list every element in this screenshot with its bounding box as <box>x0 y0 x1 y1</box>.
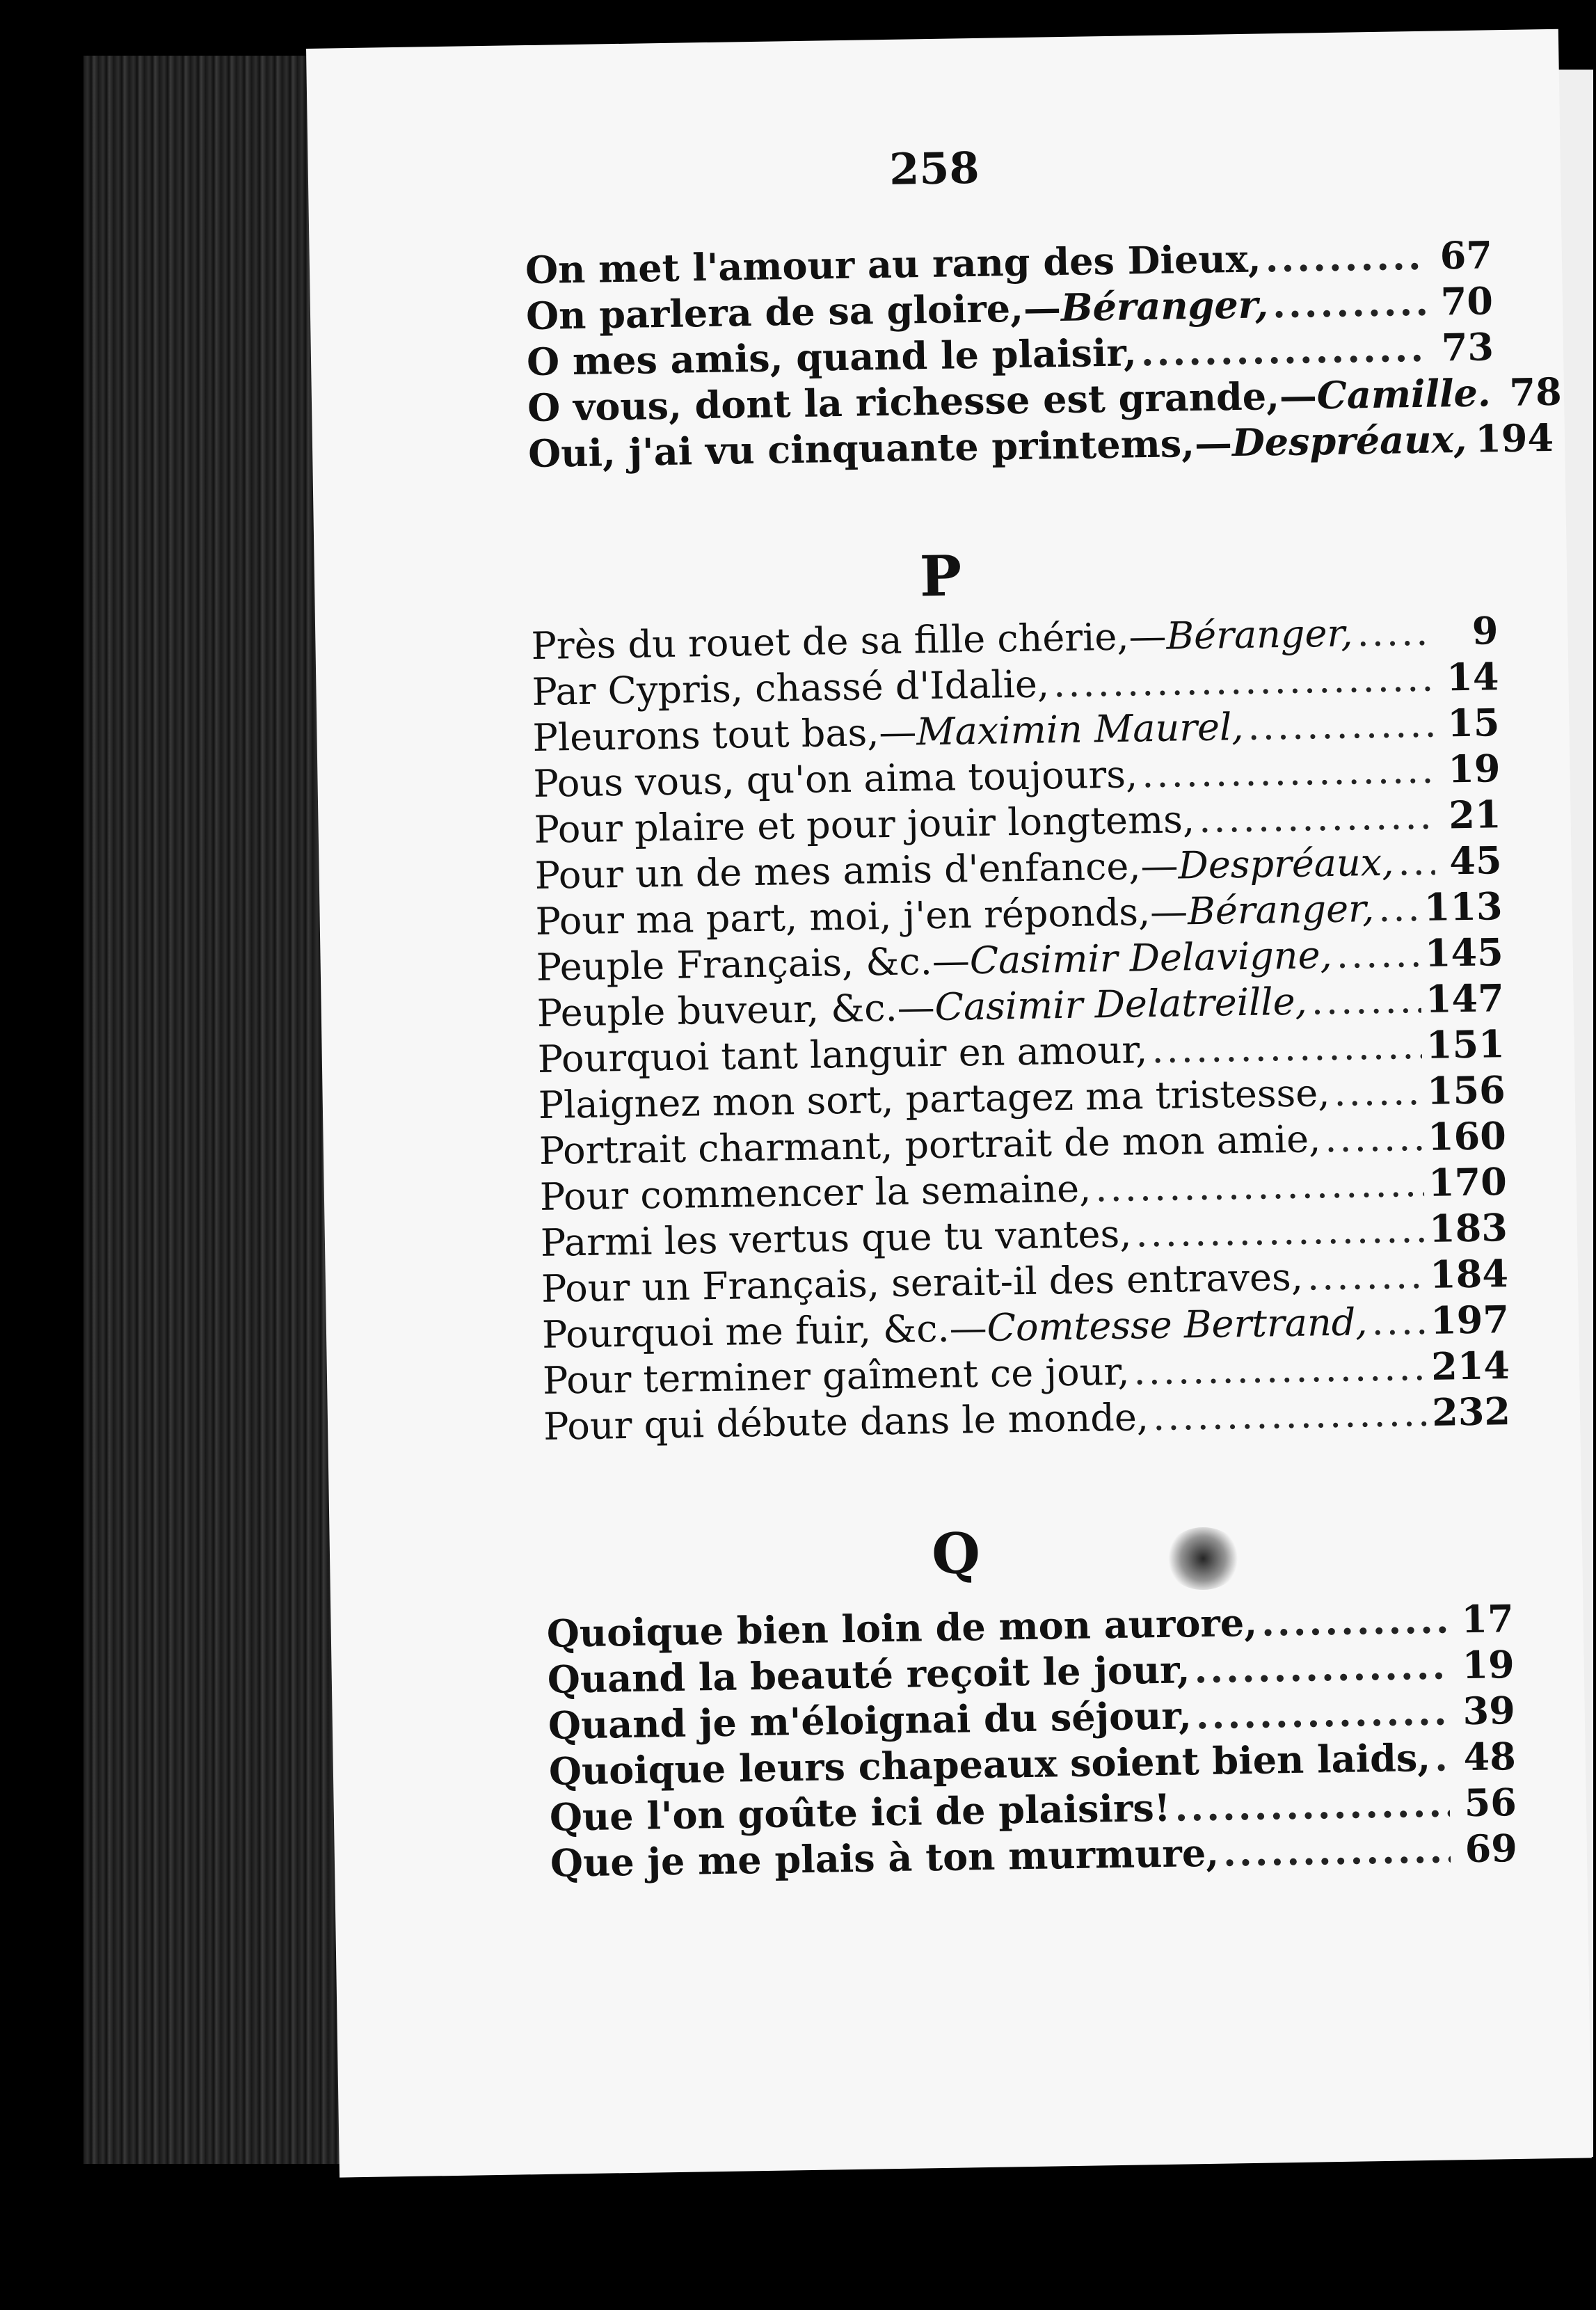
index-entry: Portrait charmant, portrait de mon amie, ..... 160 <box>538 1113 1506 1174</box>
book-page <box>306 29 1592 2178</box>
index-entry: Pleurons tout bas,— Maximin Maurel, ..... 15 <box>532 699 1500 760</box>
index-entry: Pour ma part, moi, j'en réponds,— Béranger, ..... 113 <box>535 883 1503 944</box>
section-heading-p: P <box>919 543 962 610</box>
index-entry: Peuple Français, &c.— Casimir Delavigne, ..... 145 <box>536 929 1503 990</box>
index-entry: Plaignez mon sort, partagez ma tristesse, ..... 156 <box>538 1067 1506 1128</box>
index-entry: Pourquoi me fuir, &c.— Comtesse Bertrand, ..... 197 <box>542 1296 1510 1357</box>
index-entry: Oui, j'ai vu cinquante printems,— Despréaux, ..... 194 <box>528 415 1496 477</box>
index-entry: Quoique bien loin de mon aurore, ..... 17 <box>546 1595 1514 1657</box>
index-entry: On parlera de sa gloire,— Béranger, ..... 70 <box>526 278 1494 339</box>
index-entry: On met l'amour au rang des Dieux, ..... 67 <box>525 232 1493 293</box>
index-entry: Pous vous, qu'on aima toujours, ..... 19 <box>533 745 1501 806</box>
index-entry: O mes amis, quand le plaisir, ..... 73 <box>527 324 1494 385</box>
index-entry: Pour plaire et pour jouir longtems, ..... 21 <box>534 791 1501 852</box>
index-entry: Quand la beauté reçoit le jour, ..... 19 <box>547 1641 1515 1703</box>
page-number: 258 <box>888 142 980 195</box>
index-entry: Peuple buveur, &c.— Casimir Delatreille, ..... 147 <box>536 975 1504 1036</box>
index-section-q <box>546 1595 1517 1886</box>
index-entry: Pour terminer gaîment ce jour, ..... 214 <box>543 1342 1510 1403</box>
index-entry: Près du rouet de sa fille chérie,— Béranger, ..... 9 <box>531 607 1499 669</box>
index-entry: Pour commencer la semaine, ..... 170 <box>539 1158 1507 1220</box>
index-entry: Que je me plais à ton murmure, ..... 69 <box>550 1825 1517 1886</box>
index-entry: Par Cypris, chassé d'Idalie, ..... 14 <box>532 653 1499 715</box>
index-entry: Quoique leurs chapeaux soient bien laids, ..... 48 <box>548 1733 1516 1794</box>
index-entry: Parmi les vertus que tu vantes, ..... 183 <box>540 1204 1508 1266</box>
index-section-p <box>531 607 1510 1449</box>
index-section-o <box>525 232 1563 477</box>
book-spine-edge <box>83 56 348 2164</box>
index-entry: Quand je m'éloignai du séjour, ..... 39 <box>548 1687 1515 1749</box>
index-entry: Pour un Français, serait-il des entraves, ..... 184 <box>541 1250 1509 1312</box>
section-heading-q: Q <box>931 1520 981 1587</box>
index-entry: Pour un de mes amis d'enfance,— Despréaux, ..... 45 <box>534 837 1502 898</box>
index-entry: Que l'on goûte ici de plaisirs! ..... 56 <box>549 1779 1517 1840</box>
index-entry: O vous, dont la richesse est grande,— Camille. ..... 78 <box>527 369 1495 431</box>
index-entry: Pourquoi tant languir en amour, ..... 151 <box>537 1021 1505 1082</box>
index-entry: Pour qui débute dans le monde, ..... 232 <box>543 1388 1511 1449</box>
